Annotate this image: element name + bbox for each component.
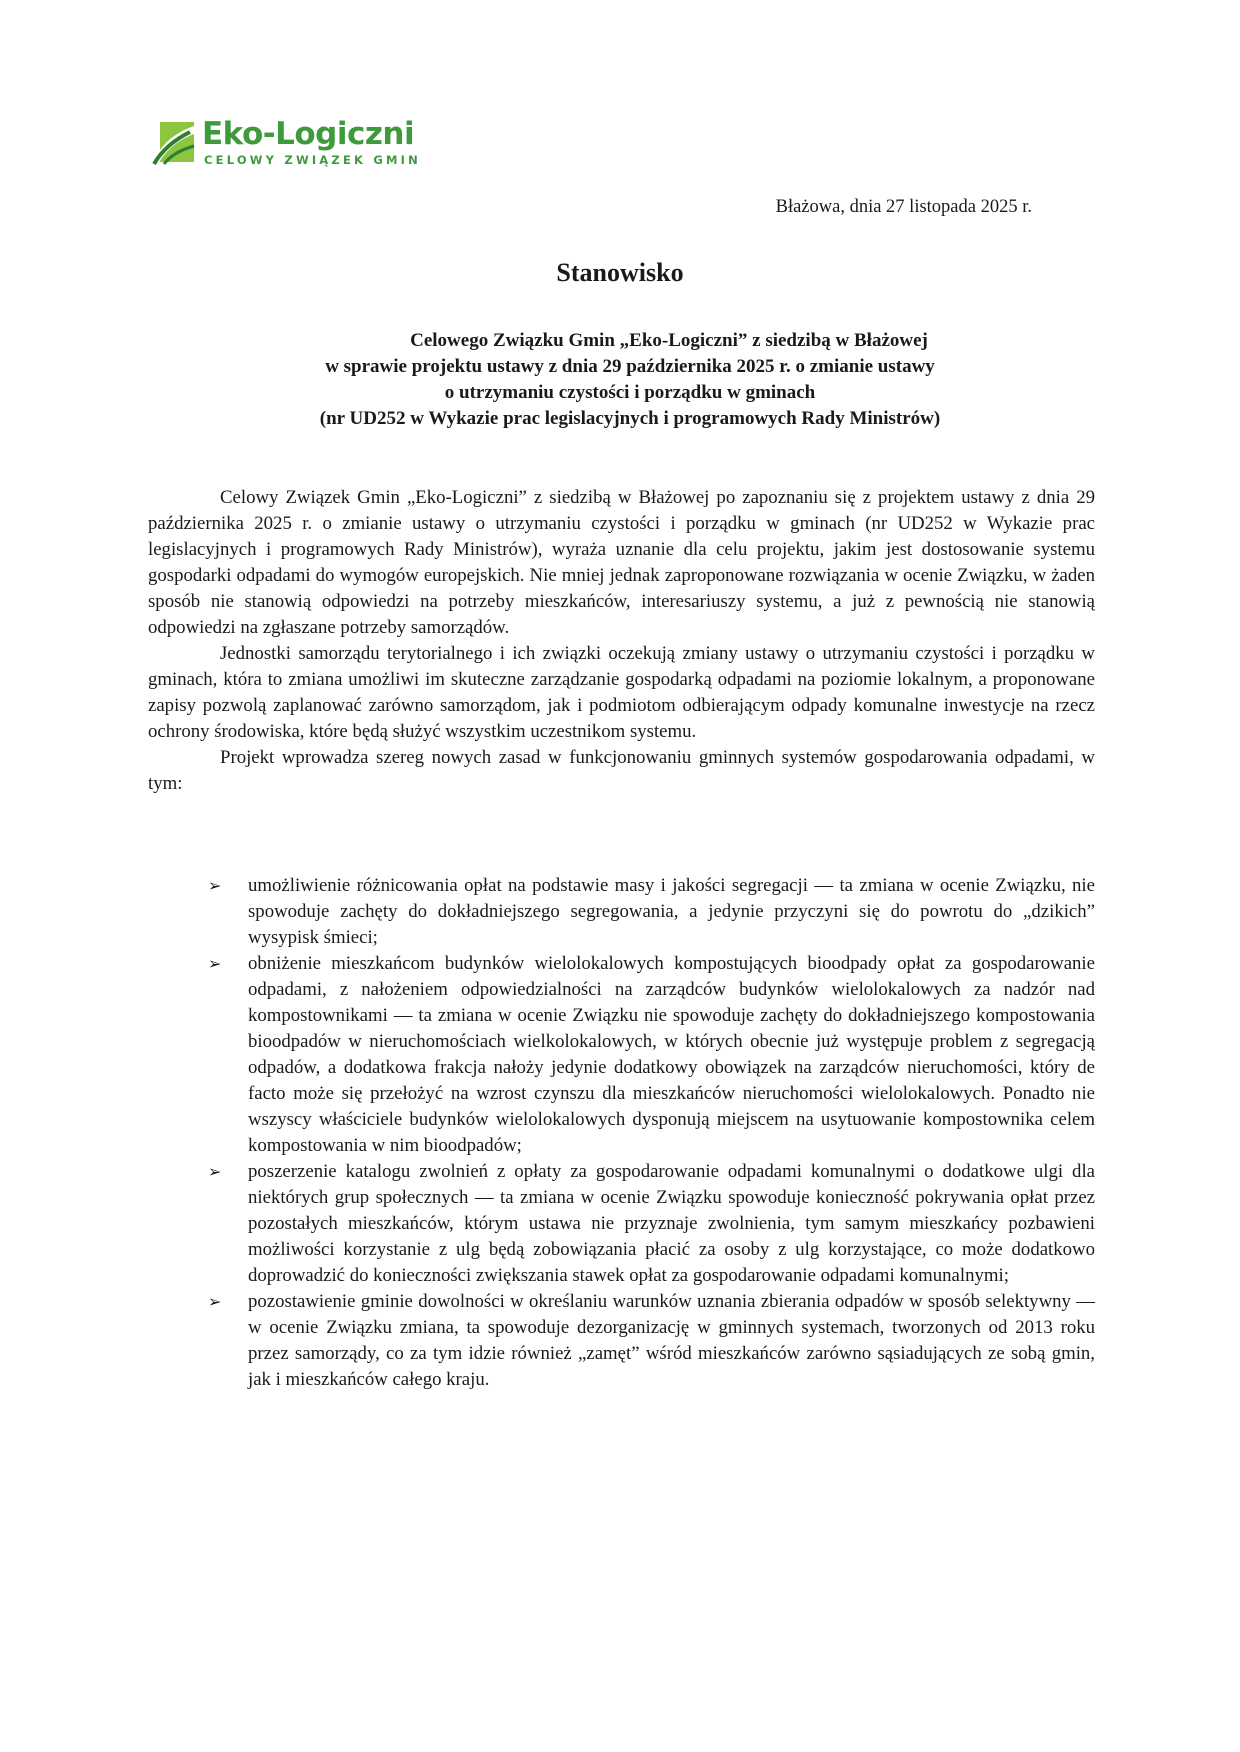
- list-item-text: umożliwienie różnicowania opłat na podstawie masy i jakości segregacji — ta zmiana w ocenie Związku, nie spowoduje zachęty do dokładniejszego segregowania, a jedynie przyczyni się do powrotu do „dzikich” wysypisk śmieci;: [248, 875, 1095, 948]
- bullet-list: [208, 873, 1095, 1393]
- list-item: [208, 951, 1095, 1159]
- logo-subtitle: CELOWY ZWIĄZEK GMIN: [204, 153, 421, 167]
- arrow-bullet-icon: ➢: [208, 956, 222, 973]
- list-item: [208, 1159, 1095, 1289]
- document-body: [148, 485, 1095, 797]
- list-item-text: obniżenie mieszkańcom budynków wielolokalowych kompostujących bioodpady opłat za gospodarowanie odpadami, z nałożeniem odpowiedzialności na zarządców budynków wielolokalowych za nadzór nad kompostownikami — ta zmiana w ocenie Związku nie spowoduje zachęty do dokładniejszego kompostowania bioodpadów w nieruchomościach wielkolokalowych, w których obecnie już występuje problem z segregacją odpadów, a dodatkowa frakcja nałoży jedynie dodatkowy obowiązek na zarządców nieruchomości, który de facto może się przełożyć na wzrost czynszu dla mieszkańców nieruchomości wielolokalowych. Ponadto nie wszyscy właściciele budynków wielolokalowych dysponują miejscem na usytuowanie kompostownika celem kompostowania w nim bioodpadów;: [248, 953, 1095, 1156]
- list-item: [208, 1289, 1095, 1393]
- subtitle-line: Celowego Związku Gmin „Eko-Logiczni” z siedzibą w Błażowej: [410, 330, 928, 351]
- arrow-bullet-icon: ➢: [208, 1294, 222, 1311]
- leaf-logo-icon: [150, 120, 196, 166]
- list-item: [208, 873, 1095, 951]
- arrow-bullet-icon: ➢: [208, 878, 222, 895]
- organization-logo: [150, 118, 421, 167]
- paragraph: Projekt wprowadza szereg nowych zasad w funkcjonowaniu gminnych systemów gospodarowania odpadami, w tym:: [148, 747, 1095, 794]
- subtitle-line: (nr UD252 w Wykazie prac legislacyjnych i programowych Rady Ministrów): [319, 408, 941, 429]
- subtitle-line: w sprawie projektu ustawy z dnia 29 października 2025 r. o zmianie ustawy: [325, 356, 935, 377]
- paragraph: Jednostki samorządu terytorialnego i ich związki oczekują zmiany ustawy o utrzymaniu czystości i porządku w gminach, która to zmiana umożliwi im skuteczne zarządzanie gospodarką odpadami na poziomie lokalnym, a proponowane zapisy pozwolą zaplanować zarówno samorządom, jak i podmiotom odbierającym odpady komunalne inwestycje na rzecz ochrony środowiska, które będą służyć wszystkim uczestnikom systemu.: [148, 643, 1095, 742]
- document-subtitle: [210, 328, 1050, 432]
- place-and-date: Błażowa, dnia 27 listopada 2025 r.: [775, 197, 1032, 217]
- arrow-bullet-icon: ➢: [208, 1164, 222, 1181]
- paragraph: Celowy Związek Gmin „Eko-Logiczni” z siedzibą w Błażowej po zapoznaniu się z projektem ustawy z dnia 29 października 2025 r. o zmianie ustawy o utrzymaniu czystości i porządku w gminach (nr UD252 w Wykazie prac legislacyjnych i programowych Rady Ministrów), wyraża uznanie dla celu projektu, jakim jest dostosowanie systemu gospodarki odpadami do wymogów europejskich. Nie mniej jednak zaproponowane rozwiązania w ocenie Związku, w żaden sposób nie stanowią odpowiedzi na potrzeby mieszkańców, interesariuszy systemu, a już z pewnością nie stanowią odpowiedzi na zgłaszane potrzeby samorządów.: [148, 487, 1095, 638]
- logo-name: Eko-Logiczni: [202, 116, 415, 152]
- subtitle-line: o utrzymaniu czystości i porządku w gminach: [444, 382, 816, 403]
- document-title: Stanowisko: [556, 258, 684, 287]
- list-item-text: poszerzenie katalogu zwolnień z opłaty za gospodarowanie odpadami komunalnymi o dodatkowe ulgi dla niektórych grup społecznych — ta zmiana w ocenie Związku spowoduje konieczność pokrywania opłat przez pozostałych mieszkańców, którym ustawa nie przyznaje zwolnienia, tym samym mieszkańcy pozbawieni możliwości korzystanie z ulg będą zobowiązania płacić za osoby z ulg korzystające, co może dodatkowo doprowadzić do konieczności zwiększania stawek opłat za gospodarowanie odpadami komunalnymi;: [248, 1161, 1095, 1286]
- list-item-text: pozostawienie gminie dowolności w określaniu warunków uznania zbierania odpadów w sposób selektywny — w ocenie Związku zmiana, ta spowoduje dezorganizację w gminnych systemach, tworzonych od 2013 roku przez samorządy, co za tym idzie również „zamęt” wśród mieszkańców zarówno sąsiadujących ze sobą gmin, jak i mieszkańców całego kraju.: [248, 1291, 1095, 1390]
